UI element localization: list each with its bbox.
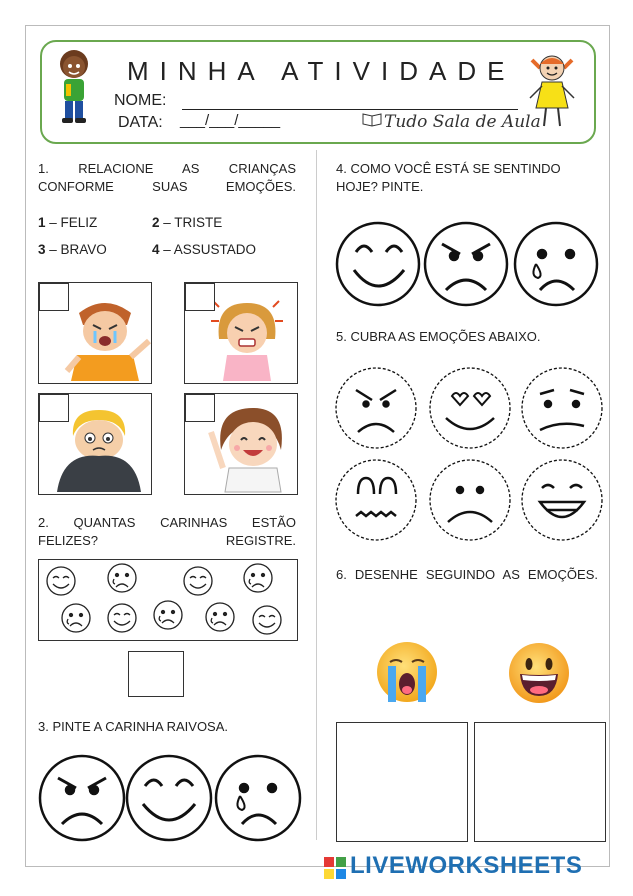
question-2-text: 2. QUANTAS CARINHAS ESTÃO FELIZES? REGISTRE. [38, 515, 296, 548]
draw-box-laughing[interactable] [474, 722, 606, 842]
question-6-text: 6. DESENHE SEGUINDO AS EMOÇÕES. [336, 567, 598, 582]
signature-text: Tudo Sala de Aula [384, 112, 541, 132]
small-sad-face-icon [244, 564, 272, 592]
small-happy-face-icon [184, 567, 212, 595]
angry-face-trace-icon[interactable] [356, 390, 396, 432]
name-field[interactable] [182, 92, 518, 110]
picture-crying-boy [38, 282, 152, 384]
name-label: NOME: [114, 92, 167, 109]
love-face-trace-icon[interactable] [446, 393, 494, 429]
question-3-text: 3. PINTE A CARINHA RAIVOSA. [38, 719, 229, 734]
small-happy-face-icon [47, 567, 75, 595]
answer-box-scared-boy[interactable] [39, 394, 69, 422]
small-sad-face-icon [62, 604, 90, 632]
picture-scared-boy [38, 393, 152, 495]
small-sad-face-icon [154, 601, 182, 629]
girl-cartoon-icon [528, 50, 576, 132]
picture-angry-girl [184, 282, 298, 384]
answer-box-angry-girl[interactable] [185, 283, 215, 311]
happy-girl-icon [209, 402, 287, 492]
feelings-faces-row [336, 218, 600, 310]
question-4-text: 4. COMO VOCÊ ESTÁ SE SENTINDO HOJE? PINTE. [336, 161, 561, 194]
faces-count-group [38, 559, 296, 639]
sad-face-icon[interactable] [515, 223, 597, 305]
draw-box-crying[interactable] [336, 722, 468, 842]
question-5-text: 5. CUBRA AS EMOÇÕES ABAIXO. [336, 329, 541, 344]
happy-count-answer-box[interactable] [128, 651, 184, 697]
option-1: 1 – FELIZ [38, 215, 98, 230]
small-sad-face-icon [108, 564, 136, 592]
boy-cartoon-icon [52, 48, 96, 128]
answer-box-crying-boy[interactable] [39, 283, 69, 311]
sad-face-trace-icon[interactable] [448, 487, 492, 522]
page-title: MINHA ATIVIDADE [127, 56, 516, 86]
book-icon [362, 112, 382, 126]
laughing-face-trace-icon[interactable] [540, 485, 584, 517]
small-happy-face-icon [253, 606, 281, 634]
sad-face-icon[interactable] [216, 756, 300, 840]
confused-face-trace-icon[interactable] [540, 390, 584, 430]
header-box [40, 40, 596, 144]
angry-girl-icon [207, 293, 287, 381]
option-2: 2 – TRISTE [152, 215, 223, 230]
picture-happy-girl [184, 393, 298, 495]
angry-faces-row [38, 752, 302, 844]
option-4: 4 – ASSUSTADO [152, 242, 257, 257]
liveworksheets-logo-icon [324, 857, 346, 879]
nervous-face-trace-icon[interactable] [356, 478, 396, 516]
date-field[interactable]: ___/___/_____ [180, 112, 281, 129]
column-divider [316, 150, 317, 840]
date-label: DATA: [118, 114, 163, 131]
happy-face-icon[interactable] [337, 223, 419, 305]
laughing-emoji-icon [508, 642, 570, 704]
small-happy-face-icon [108, 604, 136, 632]
angry-face-icon[interactable] [40, 756, 124, 840]
trace-faces-grid [332, 366, 608, 546]
question-1-text: 1. RELACIONE AS CRIANÇAS CONFORME SUAS EMOÇÕES. [38, 161, 296, 194]
liveworksheets-logo-text: LIVEWORKSHEETS [350, 852, 583, 879]
crying-boy-icon [65, 295, 151, 381]
crying-emoji-icon [376, 640, 438, 704]
angry-face-icon[interactable] [425, 223, 507, 305]
answer-box-happy-girl[interactable] [185, 394, 215, 422]
happy-face-icon[interactable] [127, 756, 211, 840]
small-sad-face-icon [206, 603, 234, 631]
option-3: 3 – BRAVO [38, 242, 107, 257]
